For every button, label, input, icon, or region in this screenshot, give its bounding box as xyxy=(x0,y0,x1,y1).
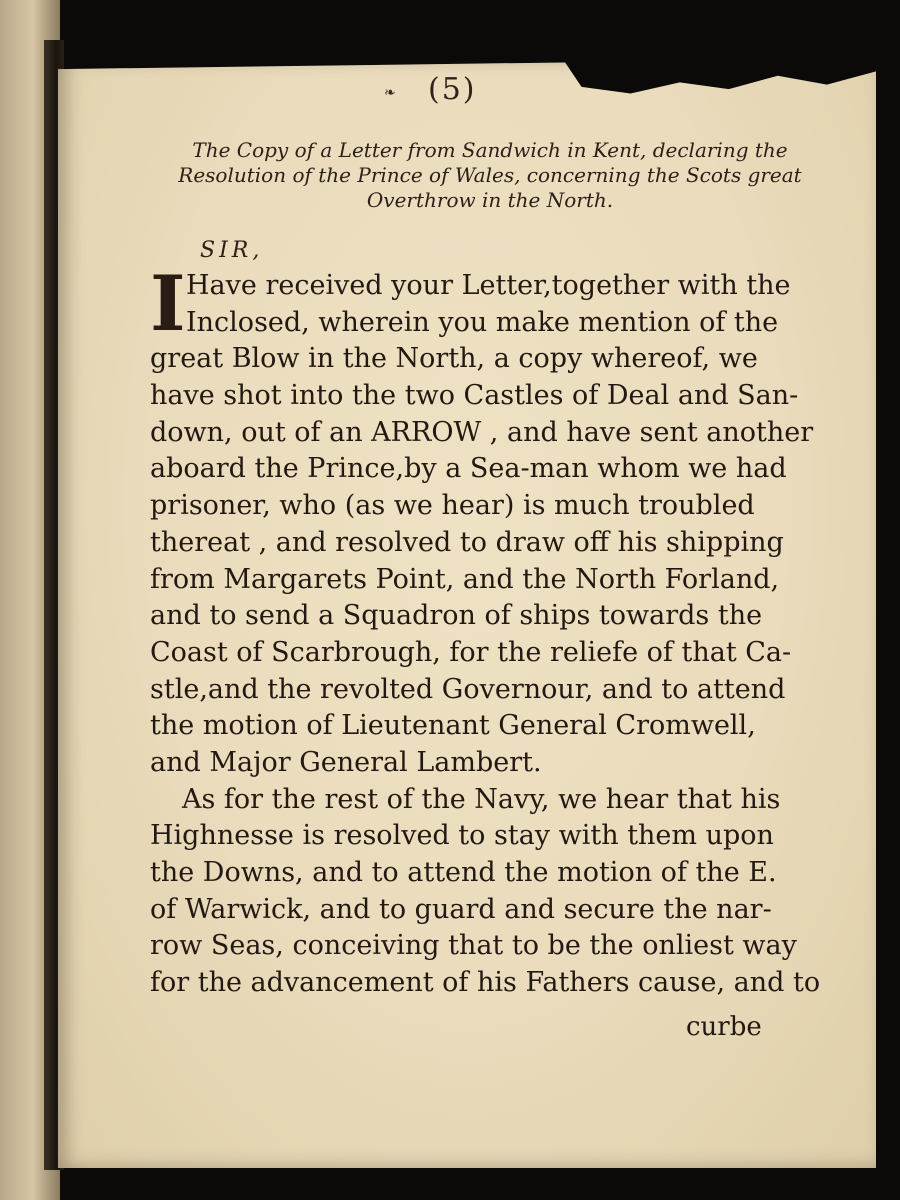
letter-title: The Copy of a Letter from Sandwich in Kent, declaring the Resolution of the Prince of Wales, concerning the Scots great Overthrow in the North. xyxy=(178,138,802,212)
text-line: Have received your Letter,together with the xyxy=(186,270,791,301)
text-line: and to send a Squadron of ships towards the xyxy=(150,600,763,632)
text-line: Highnesse is resolved to stay with them upon xyxy=(150,820,774,852)
text-line: row Seas, conceiving that to be the onliest way xyxy=(150,930,797,962)
text-line: aboard the Prince,by a Sea-man whom we had xyxy=(150,453,787,485)
text-line: of Warwick, and to guard and secure the nar- xyxy=(150,893,772,925)
page-number: (5) xyxy=(428,72,477,107)
text-line: Inclosed, wherein you make mention of the xyxy=(186,306,779,338)
text-line: stle,and the revolted Governour, and to attend xyxy=(150,673,786,705)
letter-body xyxy=(150,259,821,1002)
salutation: SIR, xyxy=(200,238,264,263)
text-line: great Blow in the North, a copy whereof, we xyxy=(150,343,758,375)
text-line: As for the rest of the Navy, we hear that his xyxy=(182,783,781,815)
text-line: for the advancement of his Fathers cause, and to xyxy=(150,967,821,999)
text-line: the motion of Lieutenant General Cromwell, xyxy=(150,710,756,742)
text-line: from Margarets Point, and the North Forland, xyxy=(150,563,780,595)
catchword: curbe xyxy=(686,1012,762,1042)
text-line: the Downs, and to attend the motion of the E. xyxy=(150,857,777,888)
text-line: prisoner, who (as we hear) is much troubled xyxy=(150,490,755,522)
text-line: and Major General Lambert. xyxy=(150,746,542,778)
text-line: down, out of an ARROW , and have sent another xyxy=(150,416,814,448)
ornament-icon: ❧ xyxy=(384,85,396,101)
drop-capital: I xyxy=(150,259,186,348)
text-line: thereat , and resolved to draw off his shipping xyxy=(150,526,784,558)
text-line: have shot into the two Castles of Deal and San- xyxy=(150,380,799,412)
text-line: Coast of Scarbrough, for the reliefe of that Ca- xyxy=(150,636,792,668)
